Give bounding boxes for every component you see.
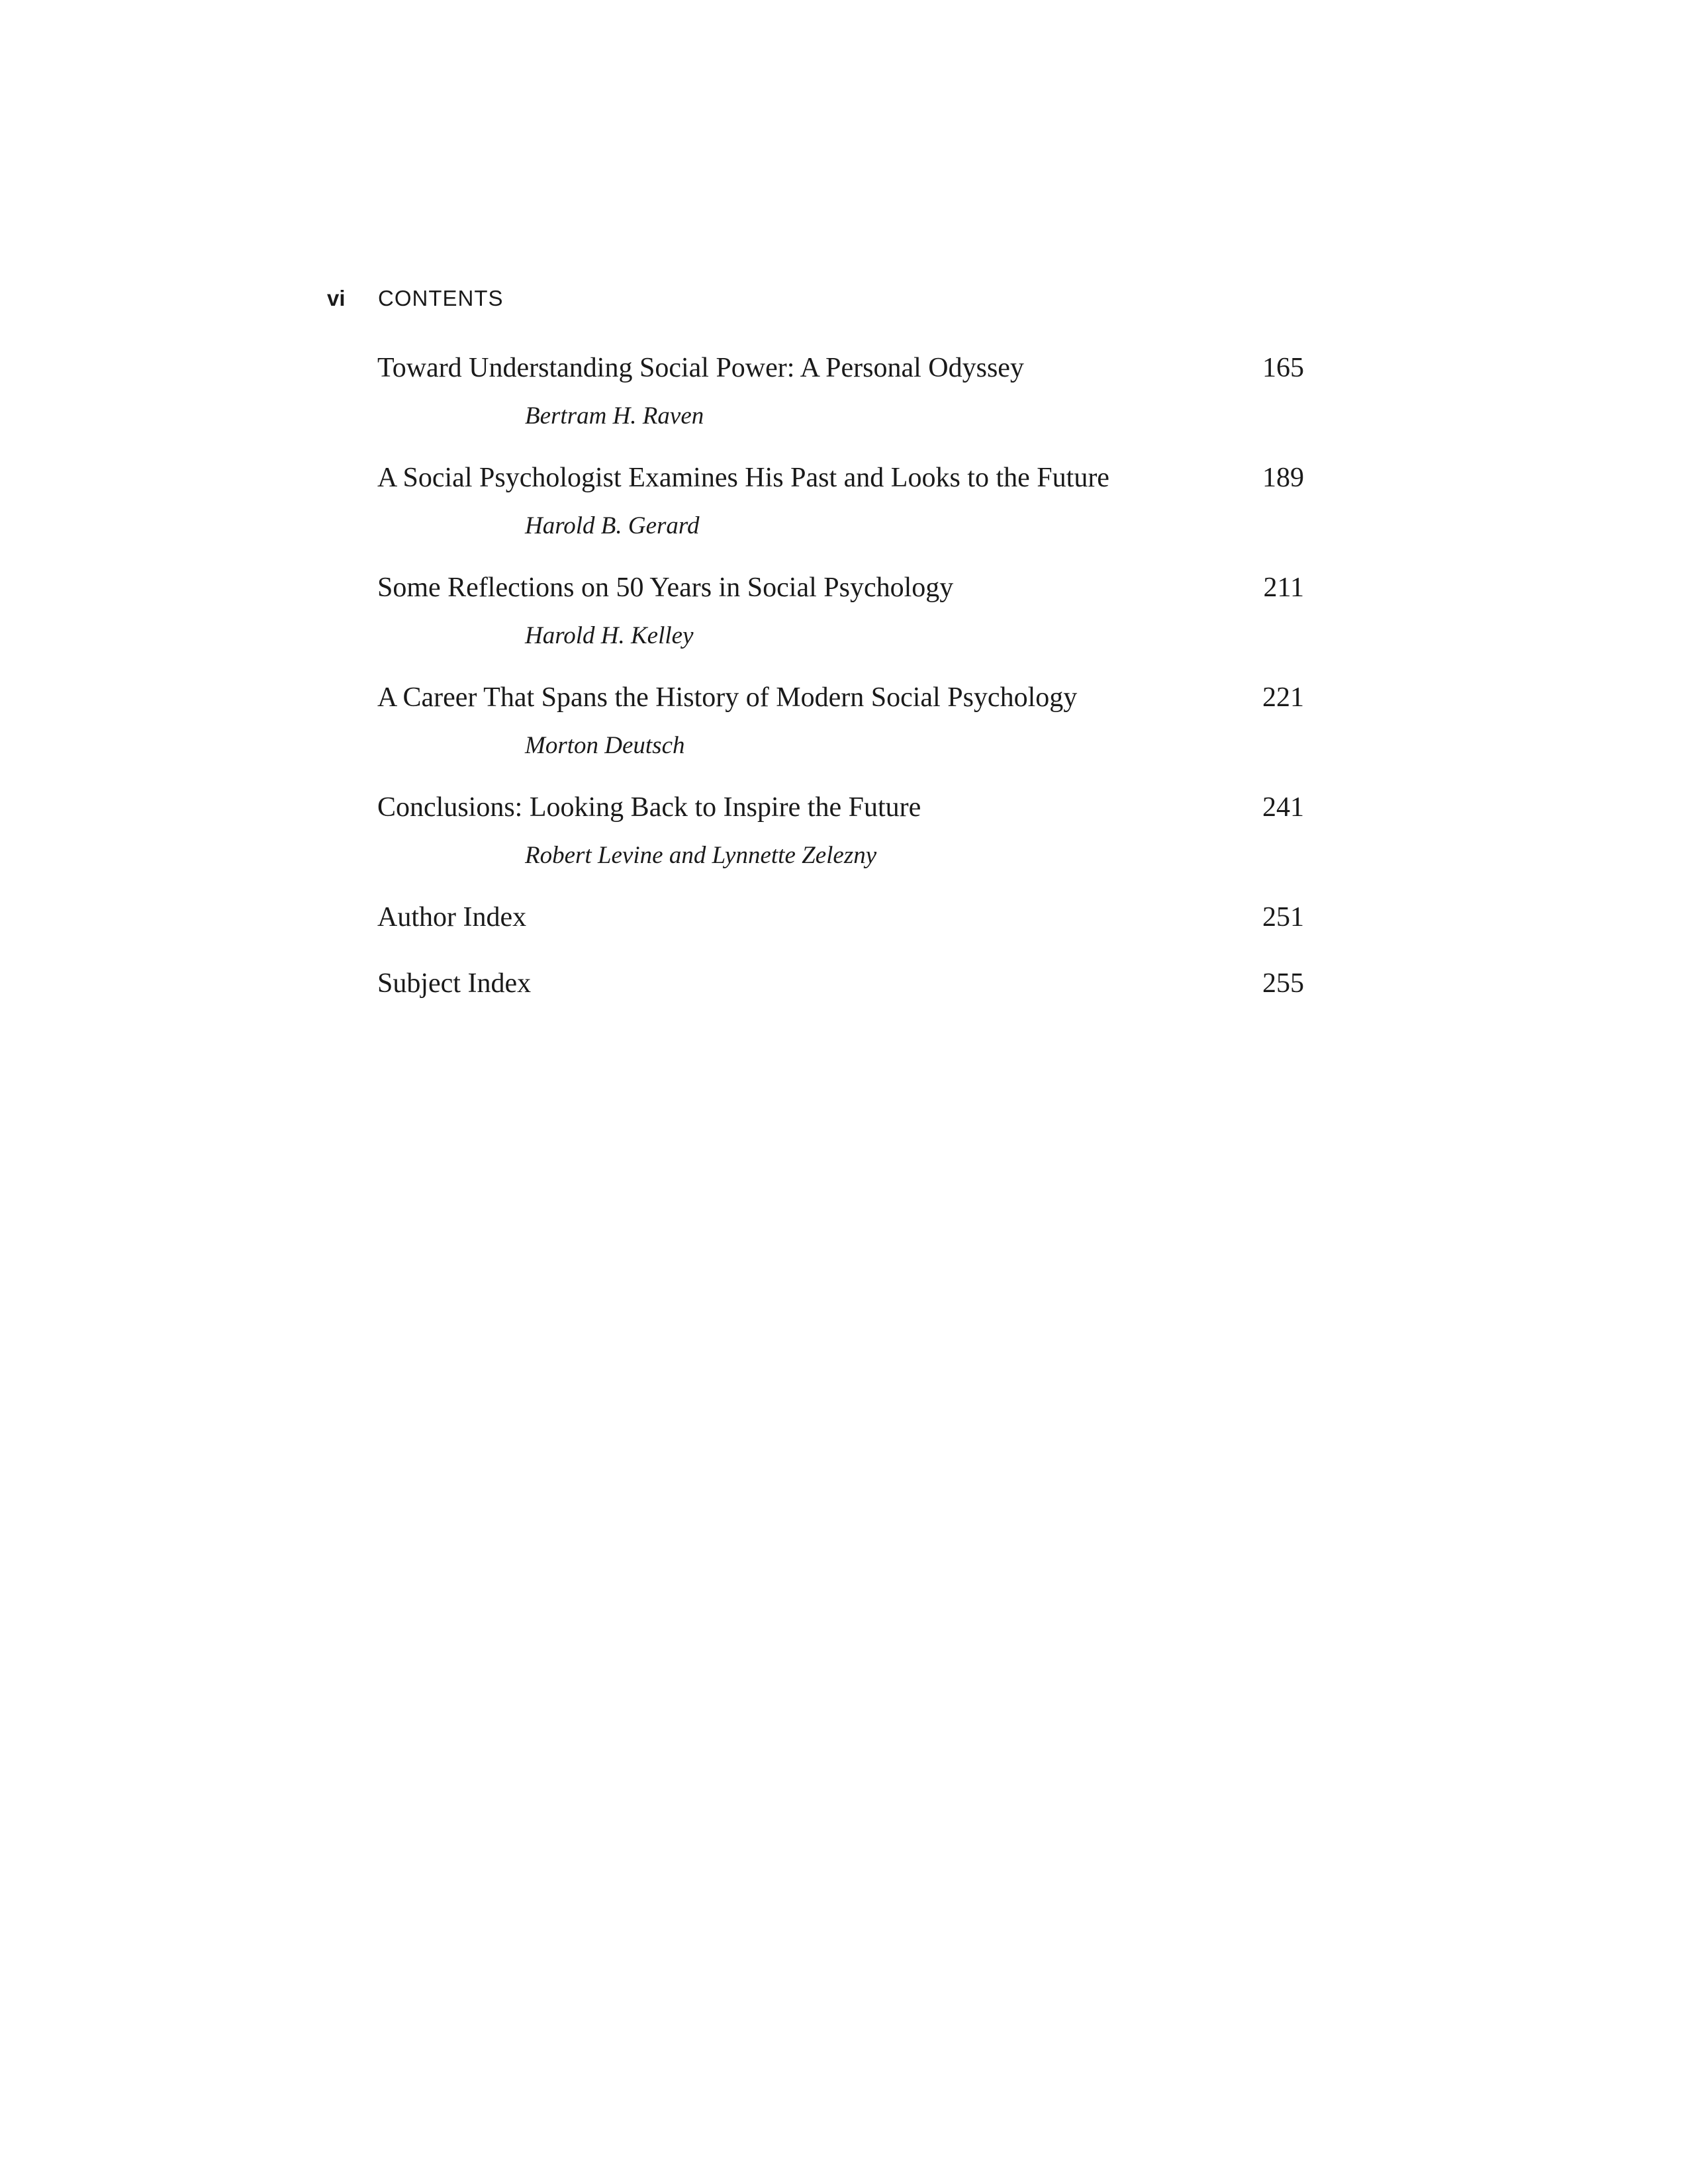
- entry-author: Morton Deutsch: [525, 732, 685, 759]
- entry-title: A Career That Spans the History of Modern Social Psychology: [377, 682, 1078, 713]
- entry-page-number: 211: [1263, 572, 1304, 603]
- entry-page-number: 255: [1262, 968, 1304, 999]
- entry-title: Conclusions: Looking Back to Inspire the Future: [377, 792, 921, 823]
- toc-entry-author-index[interactable]: [377, 899, 1304, 936]
- toc-entry[interactable]: [377, 569, 1304, 653]
- entry-title: Toward Understanding Social Power: A Personal Odyssey: [377, 353, 1024, 383]
- toc-entry[interactable]: [377, 459, 1304, 543]
- toc-entry[interactable]: [377, 349, 1304, 433]
- entry-author: Bertram H. Raven: [525, 402, 704, 430]
- running-title: CONTENTS: [378, 286, 504, 310]
- entry-title: Author Index: [377, 902, 527, 933]
- entry-title: Some Reflections on 50 Years in Social Psychology: [377, 572, 954, 603]
- entry-title: A Social Psychologist Examines His Past and Looks to the Future: [377, 463, 1109, 493]
- running-head: [327, 282, 504, 315]
- entry-page-number: 221: [1262, 682, 1304, 713]
- toc-entry[interactable]: [377, 789, 1304, 872]
- entry-author: Harold B. Gerard: [525, 512, 700, 539]
- toc-entry[interactable]: [377, 679, 1304, 762]
- toc-entry-subject-index[interactable]: [377, 965, 1304, 1002]
- entry-page-number: 241: [1262, 792, 1304, 823]
- entry-page-number: 165: [1262, 353, 1304, 383]
- entry-page-number: 189: [1262, 463, 1304, 493]
- entry-page-number: 251: [1262, 902, 1304, 933]
- entry-author: Robert Levine and Lynnette Zelezny: [525, 842, 877, 869]
- entry-title: Subject Index: [377, 968, 532, 999]
- table-of-contents: [377, 349, 1304, 1031]
- page-number: vi: [327, 286, 346, 310]
- entry-author: Harold H. Kelley: [525, 622, 694, 649]
